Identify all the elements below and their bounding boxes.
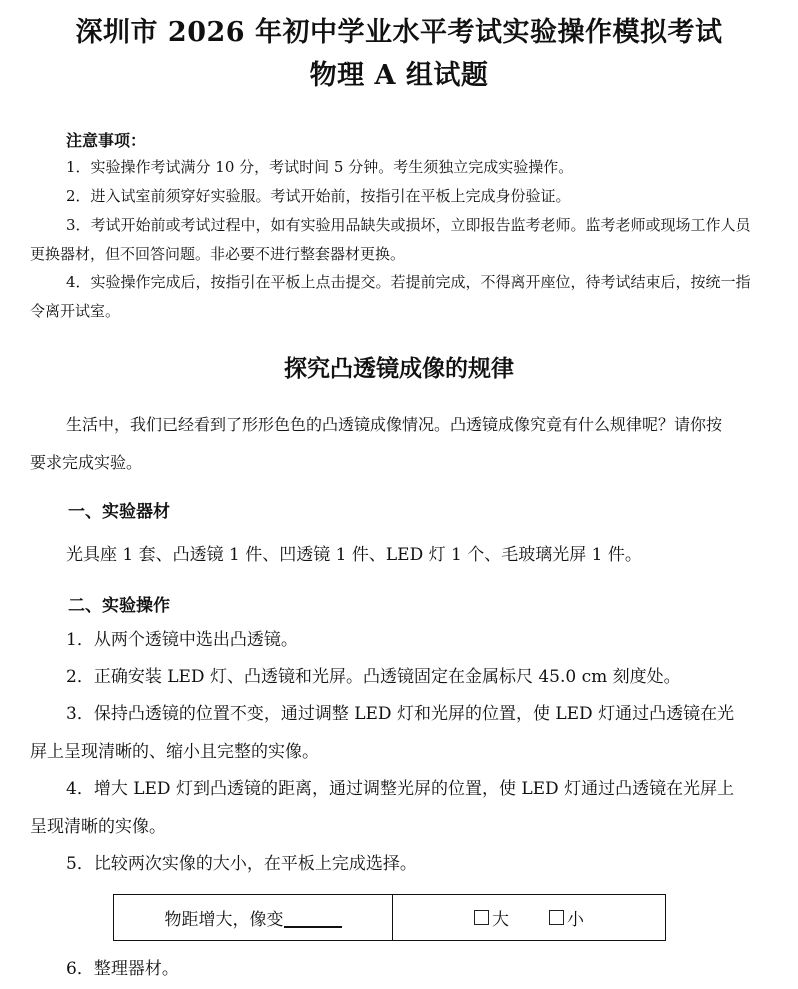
option-small-checkbox[interactable] [549,905,584,930]
step-item: 6．整理器材。 [66,959,179,979]
operations-heading: 二、实验操作 [68,596,170,616]
checkbox-icon [549,910,564,925]
step-item: 1．从两个透镜中选出凸透镜。 [66,630,298,650]
notice-item: 2．进入试室前须穿好实验服。考试开始前，按指引在平板上完成身份验证。 [66,187,571,205]
materials-heading: 一、实验器材 [68,502,170,522]
answer-blank [284,908,342,928]
answer-prompt: 物距增大，像变 [164,910,284,930]
experiment-intro: 生活中，我们已经看到了形形色色的凸透镜成像情况。凸透镜成像究竟有什么规律呢？请你按要求完成实验。 [30,415,723,472]
notice-item: 3．考试开始前或考试过程中，如有实验用品缺失或损坏，立即报告监考老师。监考老师或现场工作人员更换器材，但不回答问题。非必要不进行整套器材更换。 [30,216,751,263]
option-small-label: 小 [567,910,584,930]
step-item: 2．正确安装 LED 灯、凸透镜和光屏。凸透镜固定在金属标尺 45.0 cm 刻度处。 [66,667,681,687]
page-title: 深圳市 2026 年初中学业水平考试实验操作模拟考试 [75,17,723,48]
step-item: 3．保持凸透镜的位置不变，通过调整 LED 灯和光屏的位置，使 LED 灯通过凸透镜在光屏上呈现清晰的、缩小且完整的实像。 [30,704,735,762]
page-subtitle: 物理 A 组试题 [309,60,489,91]
step-item: 5．比较两次实像的大小，在平板上完成选择。 [66,854,417,874]
answer-prompt-cell [114,895,393,940]
notice-item: 1．实验操作考试满分 10 分，考试时间 5 分钟。考生须独立完成实验操作。 [66,158,574,176]
option-big-label: 大 [492,910,509,930]
notice-heading: 注意事项： [66,131,147,150]
materials-text: 光具座 1 套、凸透镜 1 件、凹透镜 1 件、LED 灯 1 个、毛玻璃光屏 1 件。 [66,545,642,565]
answer-table [113,894,666,941]
checkbox-icon [474,910,489,925]
step-item: 4．增大 LED 灯到凸透镜的距离，通过调整光屏的位置，使 LED 灯通过凸透镜在光屏上呈现清晰的实像。 [30,779,735,837]
notice-item: 4．实验操作完成后，按指引在平板上点击提交。若提前完成，不得离开座位，待考试结束后，按统一指令离开试室。 [30,273,751,320]
option-big-checkbox[interactable] [474,905,509,930]
experiment-title: 探究凸透镜成像的规律 [284,355,514,382]
answer-options-cell [393,895,665,940]
